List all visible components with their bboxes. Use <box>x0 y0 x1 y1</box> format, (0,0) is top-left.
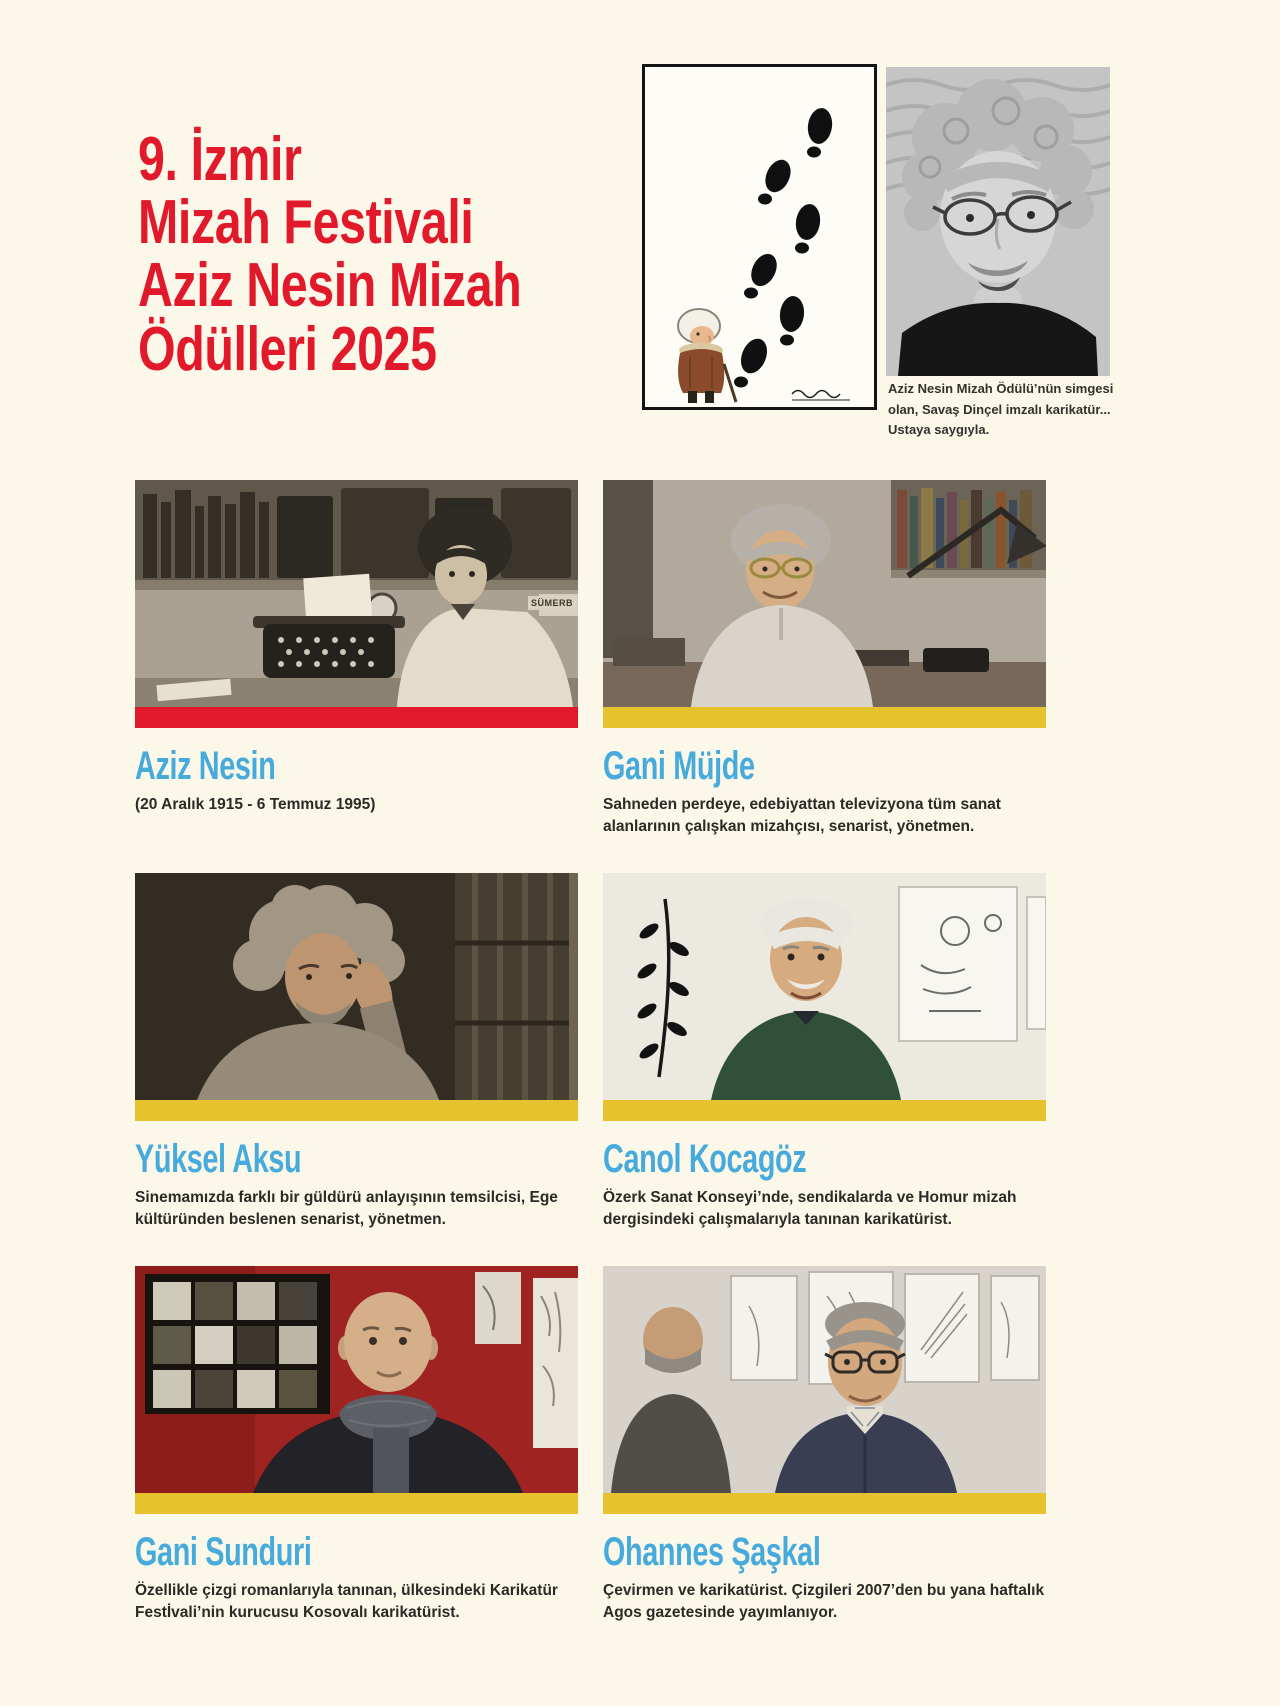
accent-bar-yellow <box>135 1100 578 1121</box>
footprints-cartoon-illustration <box>642 64 877 410</box>
title-line-2: Mizah Festivali <box>138 188 474 258</box>
person-card-ohannes-saskal <box>603 1266 1046 1625</box>
cartoon-caption: Aziz Nesin Mizah Ödülü’nün simgesi olan, Savaş Dinçel imzalı karikatür... Ustaya saygıyla. <box>888 381 1114 438</box>
person-desc: (20 Aralık 1915 - 6 Temmuz 1995) <box>135 796 376 813</box>
accent-bar-yellow <box>603 1100 1046 1121</box>
person-desc: Özerk Sanat Konseyi’nde, sendikalarda ve Homur mizah dergisindeki çalışmalarıyla tanınan karikatürist. <box>603 1188 1017 1229</box>
savas-dincel-portrait-photo <box>886 67 1110 376</box>
title-line-1: 9. İzmir <box>138 125 302 194</box>
photo-yuksel-aksu <box>135 873 578 1100</box>
person-desc: Özellikle çizgi romanlarıyla tanınan, ülkesindeki Karikatür Festİvali’nin kurucusu Kosovalı karikatürist. <box>135 1581 558 1622</box>
photo-sign-text: SÜMERB <box>528 596 576 610</box>
people-grid <box>135 480 1046 1625</box>
person-name: Gani Müjde <box>603 744 755 788</box>
accent-bar-red <box>135 707 578 728</box>
photo-gani-sunduri <box>135 1266 578 1493</box>
person-card-gani-sunduri <box>135 1266 578 1625</box>
person-card-yuksel-aksu <box>135 873 578 1232</box>
page-title <box>138 125 522 384</box>
photo-canol-kocagoz <box>603 873 1046 1100</box>
person-desc: Sinemamızda farklı bir güldürü anlayışının temsilcisi, Ege kültüründen beslenen senarist, yönetmen. <box>135 1188 558 1229</box>
accent-bar-yellow <box>603 707 1046 728</box>
person-desc: Sahneden perdeye, edebiyattan televizyona tüm sanat alanlarının çalışkan mizahçısı, senarist, yönetmen. <box>603 796 1001 836</box>
photo-aziz-nesin <box>135 480 578 707</box>
person-name: Ohannes Şaşkal <box>603 1529 821 1574</box>
title-line-4: Ödülleri 2025 <box>138 314 437 384</box>
photo-ohannes-saskal <box>603 1266 1046 1493</box>
person-desc: Çevirmen ve karikatürist. Çizgileri 2007’den bu yana haftalık Agos gazetesinde yayımlanıyor. <box>603 1581 1045 1622</box>
photo-gani-mujde <box>603 480 1046 707</box>
person-card-aziz-nesin <box>135 480 578 839</box>
portrait-art <box>886 67 1110 376</box>
person-name: Aziz Nesin <box>135 744 276 788</box>
accent-bar-yellow <box>603 1493 1046 1514</box>
person-name: Gani Sunduri <box>135 1529 312 1574</box>
person-card-gani-mujde <box>603 480 1046 839</box>
footprints-cartoon-art <box>642 64 877 410</box>
title-line-3: Aziz Nesin Mizah <box>138 251 522 321</box>
person-card-canol-kocagoz <box>603 873 1046 1232</box>
accent-bar-yellow <box>135 1493 578 1514</box>
person-name: Canol Kocagöz <box>603 1136 807 1181</box>
person-name: Yüksel Aksu <box>135 1136 302 1181</box>
